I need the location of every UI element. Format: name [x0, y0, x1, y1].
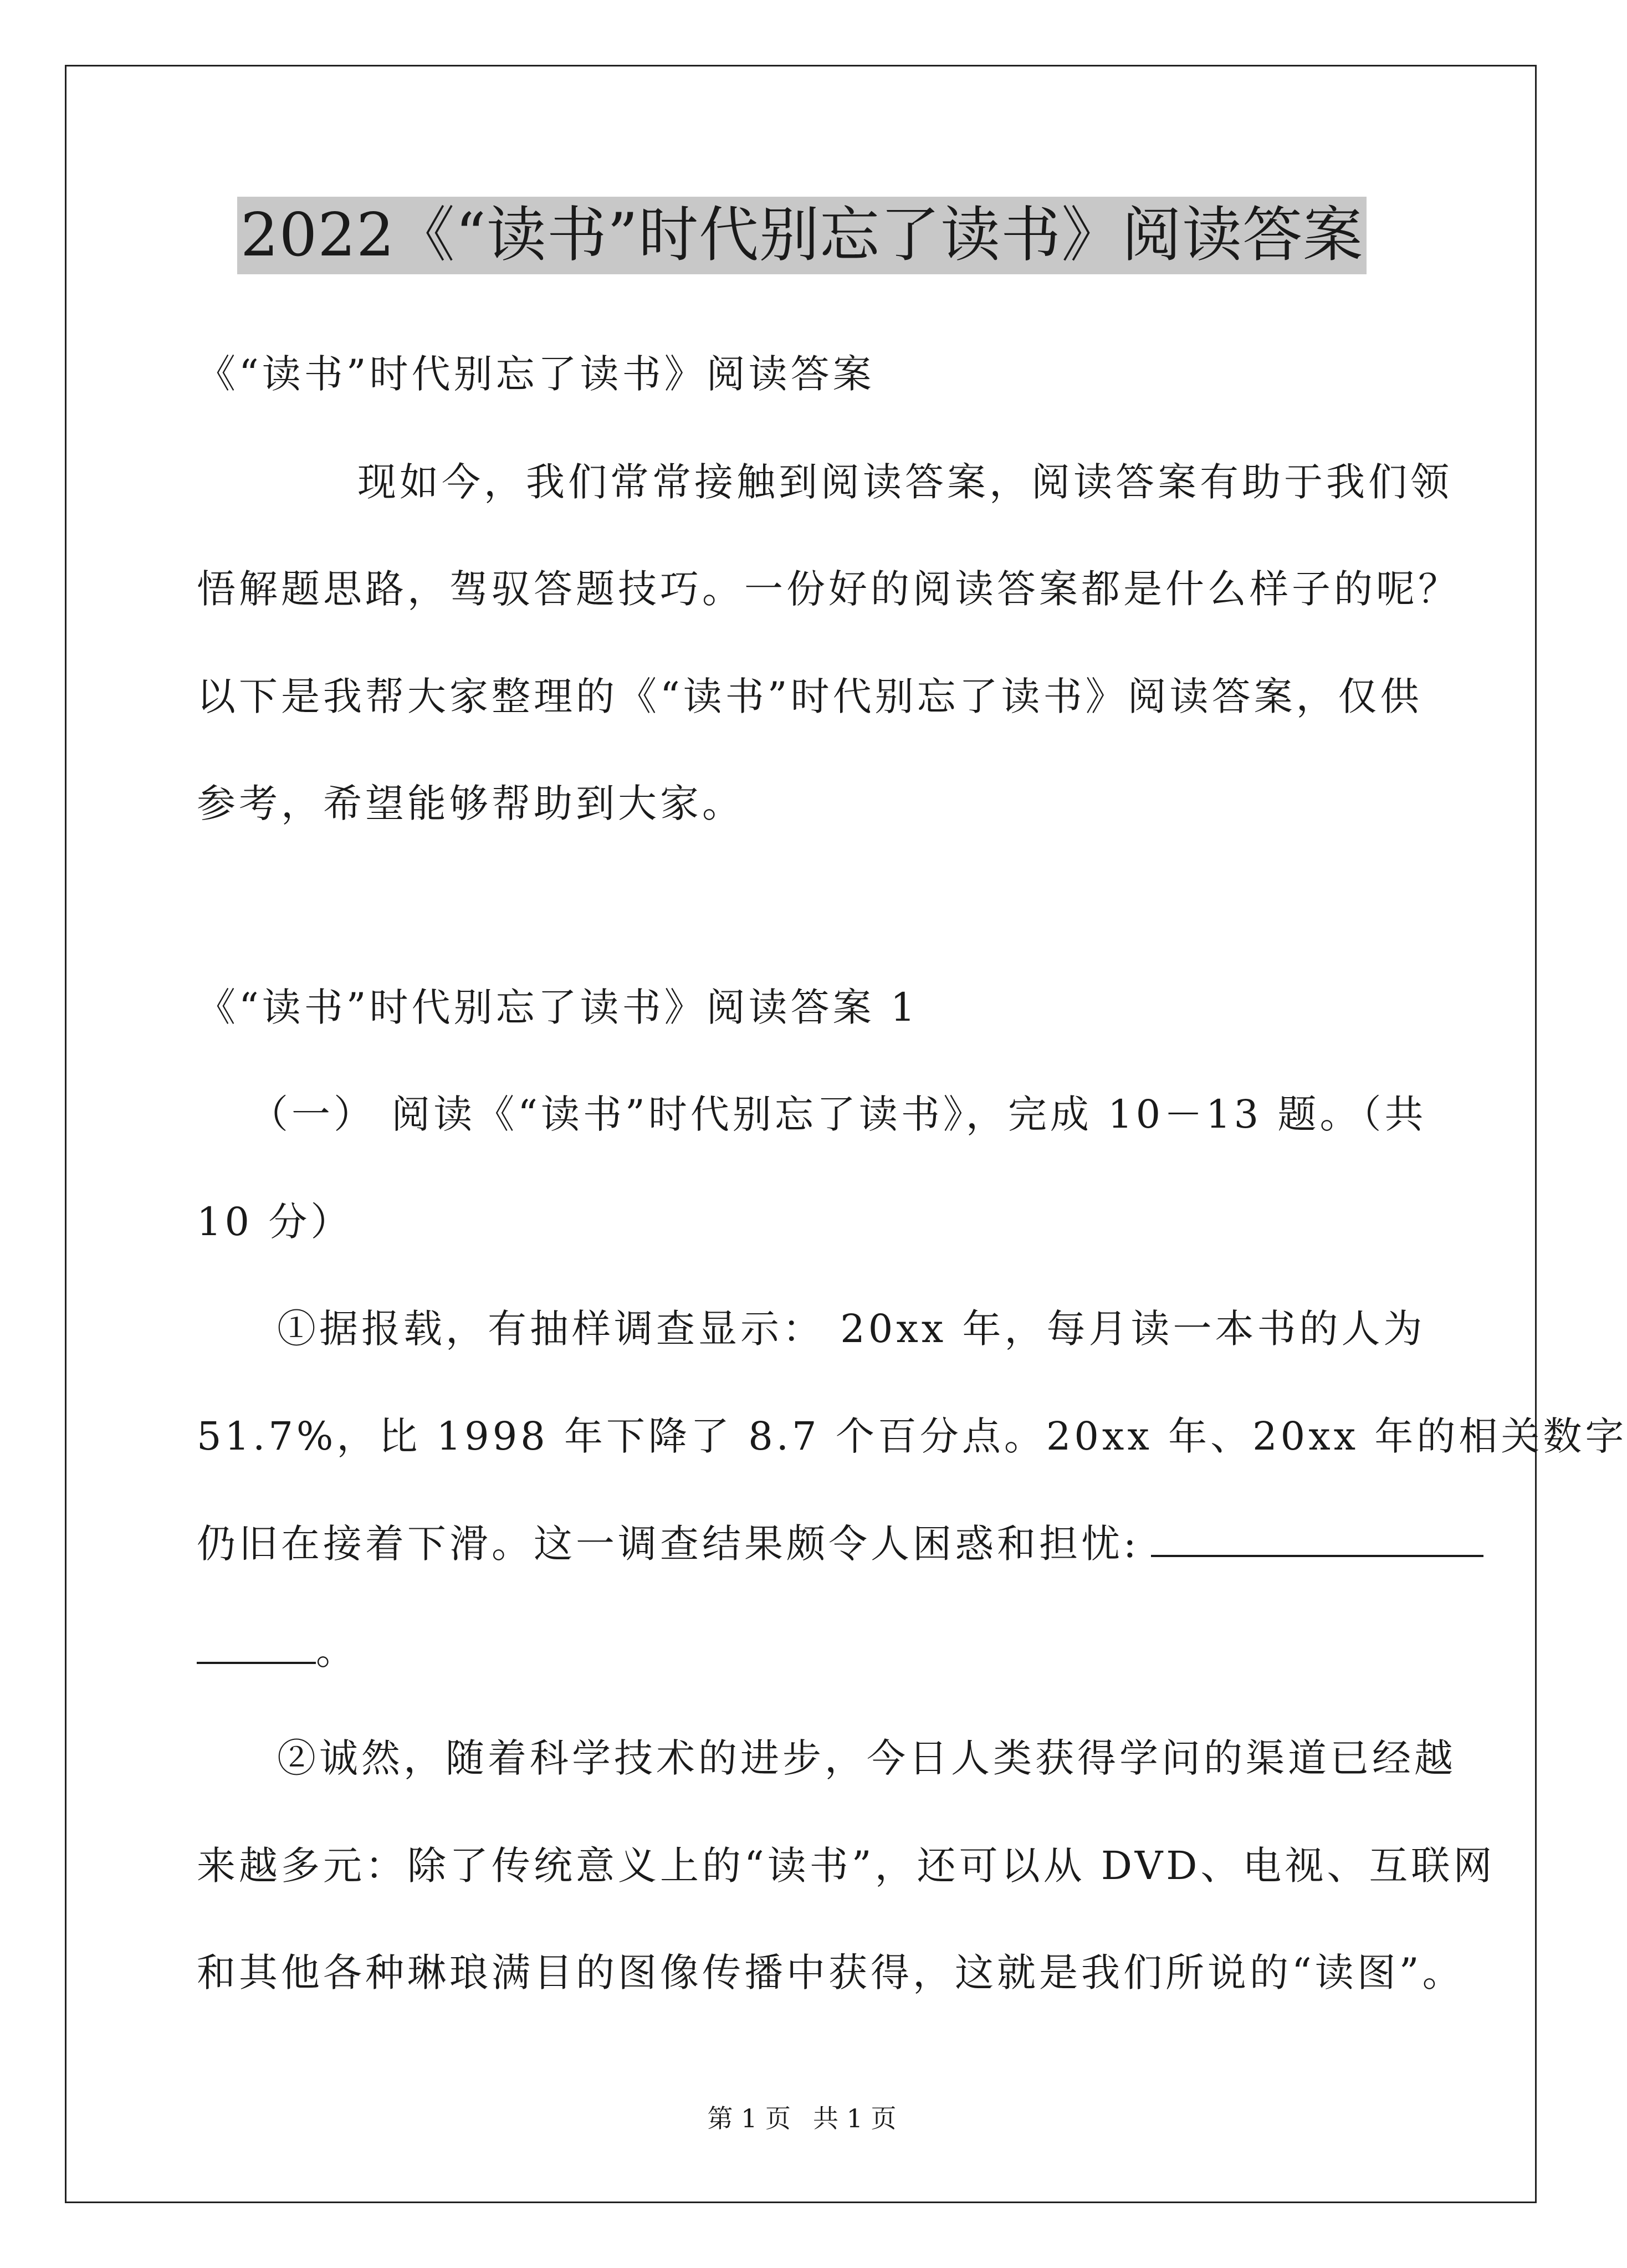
paragraph-line: 来越多元：除了传统意义上的“读书”，还可以从 DVD、电视、互联网 [197, 1843, 1496, 1888]
document-subtitle: 《“读书”时代别忘了读书》阅读答案 [197, 351, 875, 397]
paragraph-line-with-blank [197, 1519, 1413, 1569]
intro-line: 参考，希望能够帮助到大家。 [197, 781, 744, 826]
answer-blank [1151, 1549, 1483, 1557]
paragraph-line: 51.7%，比 1998 年下降了 8.7 个百分点。20xx 年、20xx 年的相关数字 [197, 1414, 1627, 1459]
page-footer [0, 2102, 1604, 2135]
document-title: 2022《“读书”时代别忘了读书》阅读答案 [237, 197, 1367, 274]
paragraph-line: ①据报载，有抽样调查显示： 20xx 年，每月读一本书的人为 [277, 1306, 1426, 1351]
paragraph-text: 。 [316, 1628, 358, 1673]
paragraph-line-with-blank [197, 1626, 1413, 1676]
intro-line: 现如今，我们常常接触到阅读答案，阅读答案有助于我们领 [357, 459, 1452, 505]
title-wrap [0, 197, 1604, 274]
intro-line: 以下是我帮大家整理的《“读书”时代别忘了读书》阅读答案，仅供 [197, 674, 1423, 719]
paragraph-line: 和其他各种琳琅满目的图像传播中获得，这就是我们所说的“读图”。 [197, 1950, 1465, 1995]
page-total: 共 1 页 [813, 2103, 897, 2133]
intro-line: 悟解题思路，驾驭答题技巧。一份好的阅读答案都是什么样子的呢？ [197, 566, 1460, 612]
paragraph-text: 仍旧在接着下滑。这一调查结果颇令人困惑和担忧: [197, 1521, 1140, 1566]
question-line: 10 分） [197, 1199, 353, 1245]
section-heading: 《“读书”时代别忘了读书》阅读答案 1 [197, 985, 919, 1030]
page-number: 第 1 页 [707, 2103, 791, 2133]
answer-blank [197, 1656, 316, 1664]
paragraph-line: ②诚然，随着科学技术的进步，今日人类获得学问的渠道已经越 [277, 1735, 1456, 1781]
question-line: （一） 阅读《“读书”时代别忘了读书》，完成 10－13 题。（共 [249, 1092, 1427, 1137]
